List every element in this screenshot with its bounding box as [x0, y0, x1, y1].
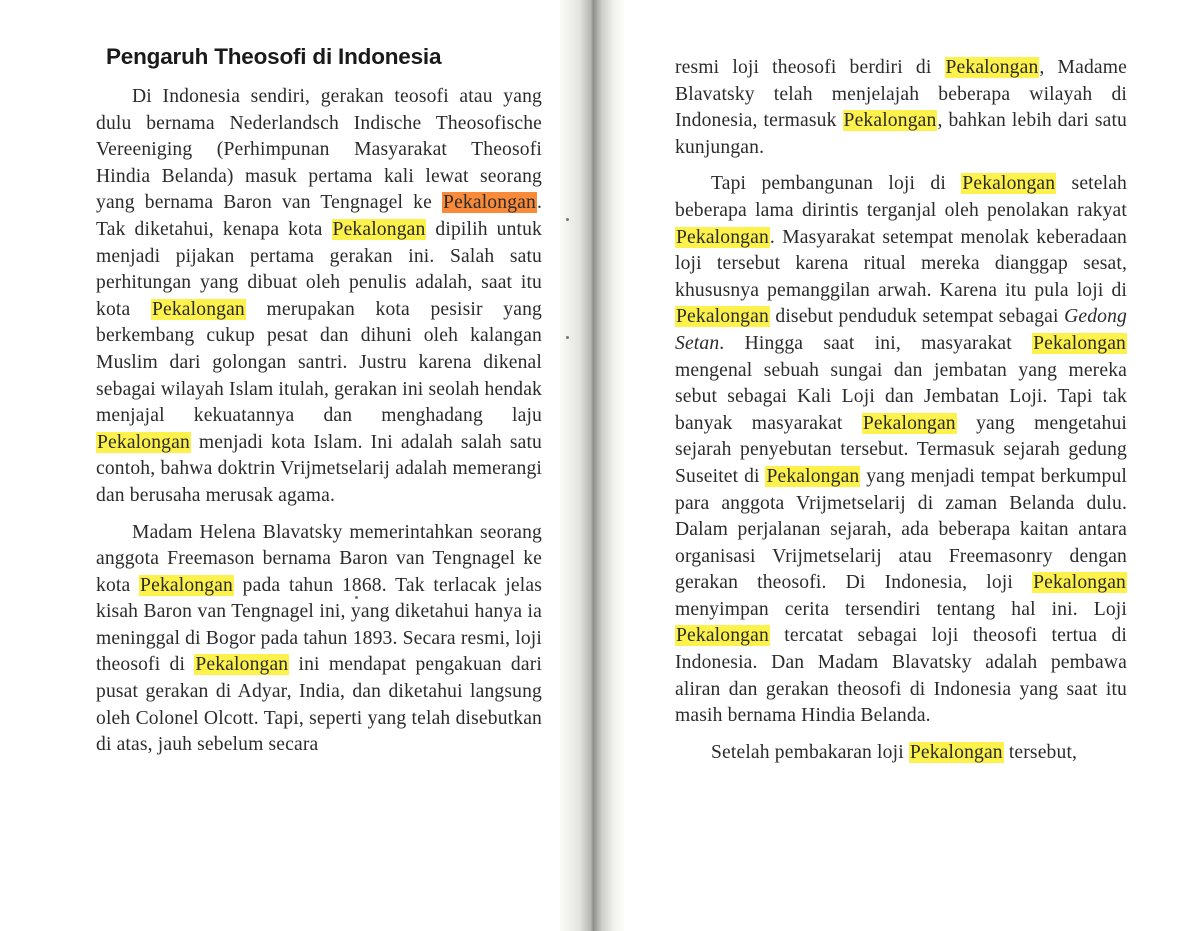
highlighted-term: Pekalongan [1033, 332, 1126, 354]
scan-speck [566, 218, 569, 221]
highlighted-term: Pekalongan [332, 218, 426, 240]
highlighted-term: Pekalongan [1033, 572, 1126, 594]
left-paragraph-1: Di Indonesia sendiri, gerakan teosofi atau yang dulu bernama Nederlandsch Indische Theosofische Vereeniging (Perhimpunan Masyarakat Theosofi Hindia Belanda) masuk pertama kali lewat seorang yang bernama Baron van Tengnagel ke Pekalongan. Tak diketahui, kenapa kota Pekalongan dipilih untuk menjadi pijakan pertama gerakan ini. Salah satu perhitungan yang dibuat oleh penulis adalah, saat itu kota Pekalongan merupakan kota pesisir yang berkembang cukup pesat dan dihuni oleh kalangan Muslim dari golongan santri. Justru karena dikenal sebagai wilayah Islam itulah, gerakan ini seolah hendak menjajal kekuatannya dan menghadang laju Pekalongan menjadi kota Islam. Ini adalah salah satu contoh, bahwa doktrin Vrijmetselarij adalah memerangi dan berusaha merusak agama. [96, 86, 543, 506]
book-gutter [560, 0, 624, 931]
right-page-column [675, 55, 1127, 776]
highlighted-term: Pekalongan [151, 298, 245, 320]
highlighted-term: Pekalongan [676, 306, 769, 328]
highlighted-term: Pekalongan [676, 625, 769, 647]
right-paragraph-3: Setelah pembakaran loji Pekalongan tersebut, [711, 741, 1078, 763]
highlighted-term: Pekalongan [195, 654, 289, 676]
italic-term: Gedong Setan [675, 306, 1127, 354]
highlighted-term: Pekalongan [843, 110, 937, 132]
right-paragraph-1: resmi loji theosofi berdiri di Pekalongan, Madame Blavatsky telah menjelajah beberapa wilayah di Indonesia, termasuk Pekalongan, bahkan lebih dari satu kunjungan. [675, 57, 1127, 158]
scan-speck [355, 596, 358, 599]
highlighted-term: Pekalongan [909, 741, 1003, 763]
highlighted-term: Pekalongan [962, 173, 1056, 195]
highlighted-term: Pekalongan [97, 431, 190, 453]
highlighted-term: Pekalongan [945, 57, 1039, 78]
left-paragraph-2: Madam Helena Blavatsky memerintahkan seorang anggota Freemason bernama Baron van Tengnagel ke kota Pekalongan pada tahun 1868. Tak terlacak jelas kisah Baron van Tengnagel ini, yang diketahui hanya ia meninggal di Bogor pada tahun 1893. Secara resmi, loji theosofi di Pekalongan ini mendapat pengakuan dari pusat gerakan di Adyar, India, dan diketahui langsung oleh Colonel Olcott. Tapi, seperti yang telah disebutkan di atas, jauh sebelum secara [96, 521, 542, 756]
highlighted-term: Pekalongan [140, 574, 233, 596]
scan-speck [566, 336, 569, 339]
left-page-column [96, 84, 542, 769]
highlighted-term: Pekalongan [676, 226, 769, 248]
highlighted-term: Pekalongan [443, 192, 536, 214]
chapter-title: Pengaruh Theosofi di Indonesia [106, 44, 442, 69]
right-paragraph-2: Tapi pembangunan loji di Pekalongan setelah beberapa lama dirintis terganjal oleh penolakan rakyat Pekalongan. Masyarakat setempat menolak keberadaan loji tersebut karena ritual mereka dianggap sesat, khususnya pemanggilan arwah. Karena itu pula loji di Pekalongan disebut penduduk setempat sebagai Gedong Setan. Hingga saat ini, masyarakat Pekalongan mengenal sebuah sungai dan jembatan yang mereka sebut sebagai Kali Loji dan Jembatan Loji. Tapi tak banyak masyarakat Pekalongan yang mengetahui sejarah penyebutan tersebut. Termasuk sejarah gedung Suseitet di Pekalongan yang menjadi tempat berkumpul para anggota Vrijmetselarij di zaman Belanda dulu. Dalam perjalanan sejarah, ada beberapa kaitan antara organisasi Vrijmetselarij atau Freemasonry dengan gerakan theosofi. Di Indonesia, loji Pekalongan menyimpan cerita tersendiri tentang hal ini. Loji Pekalongan tercatat sebagai loji theosofi tertua di Indonesia. Dan Madam Blavatsky adalah pembawa aliran dan gerakan theosofi di Indonesia yang saat itu masih bernama Hindia Belanda. [675, 173, 1127, 727]
highlighted-term: Pekalongan [862, 412, 956, 434]
highlighted-term: Pekalongan [766, 465, 860, 487]
